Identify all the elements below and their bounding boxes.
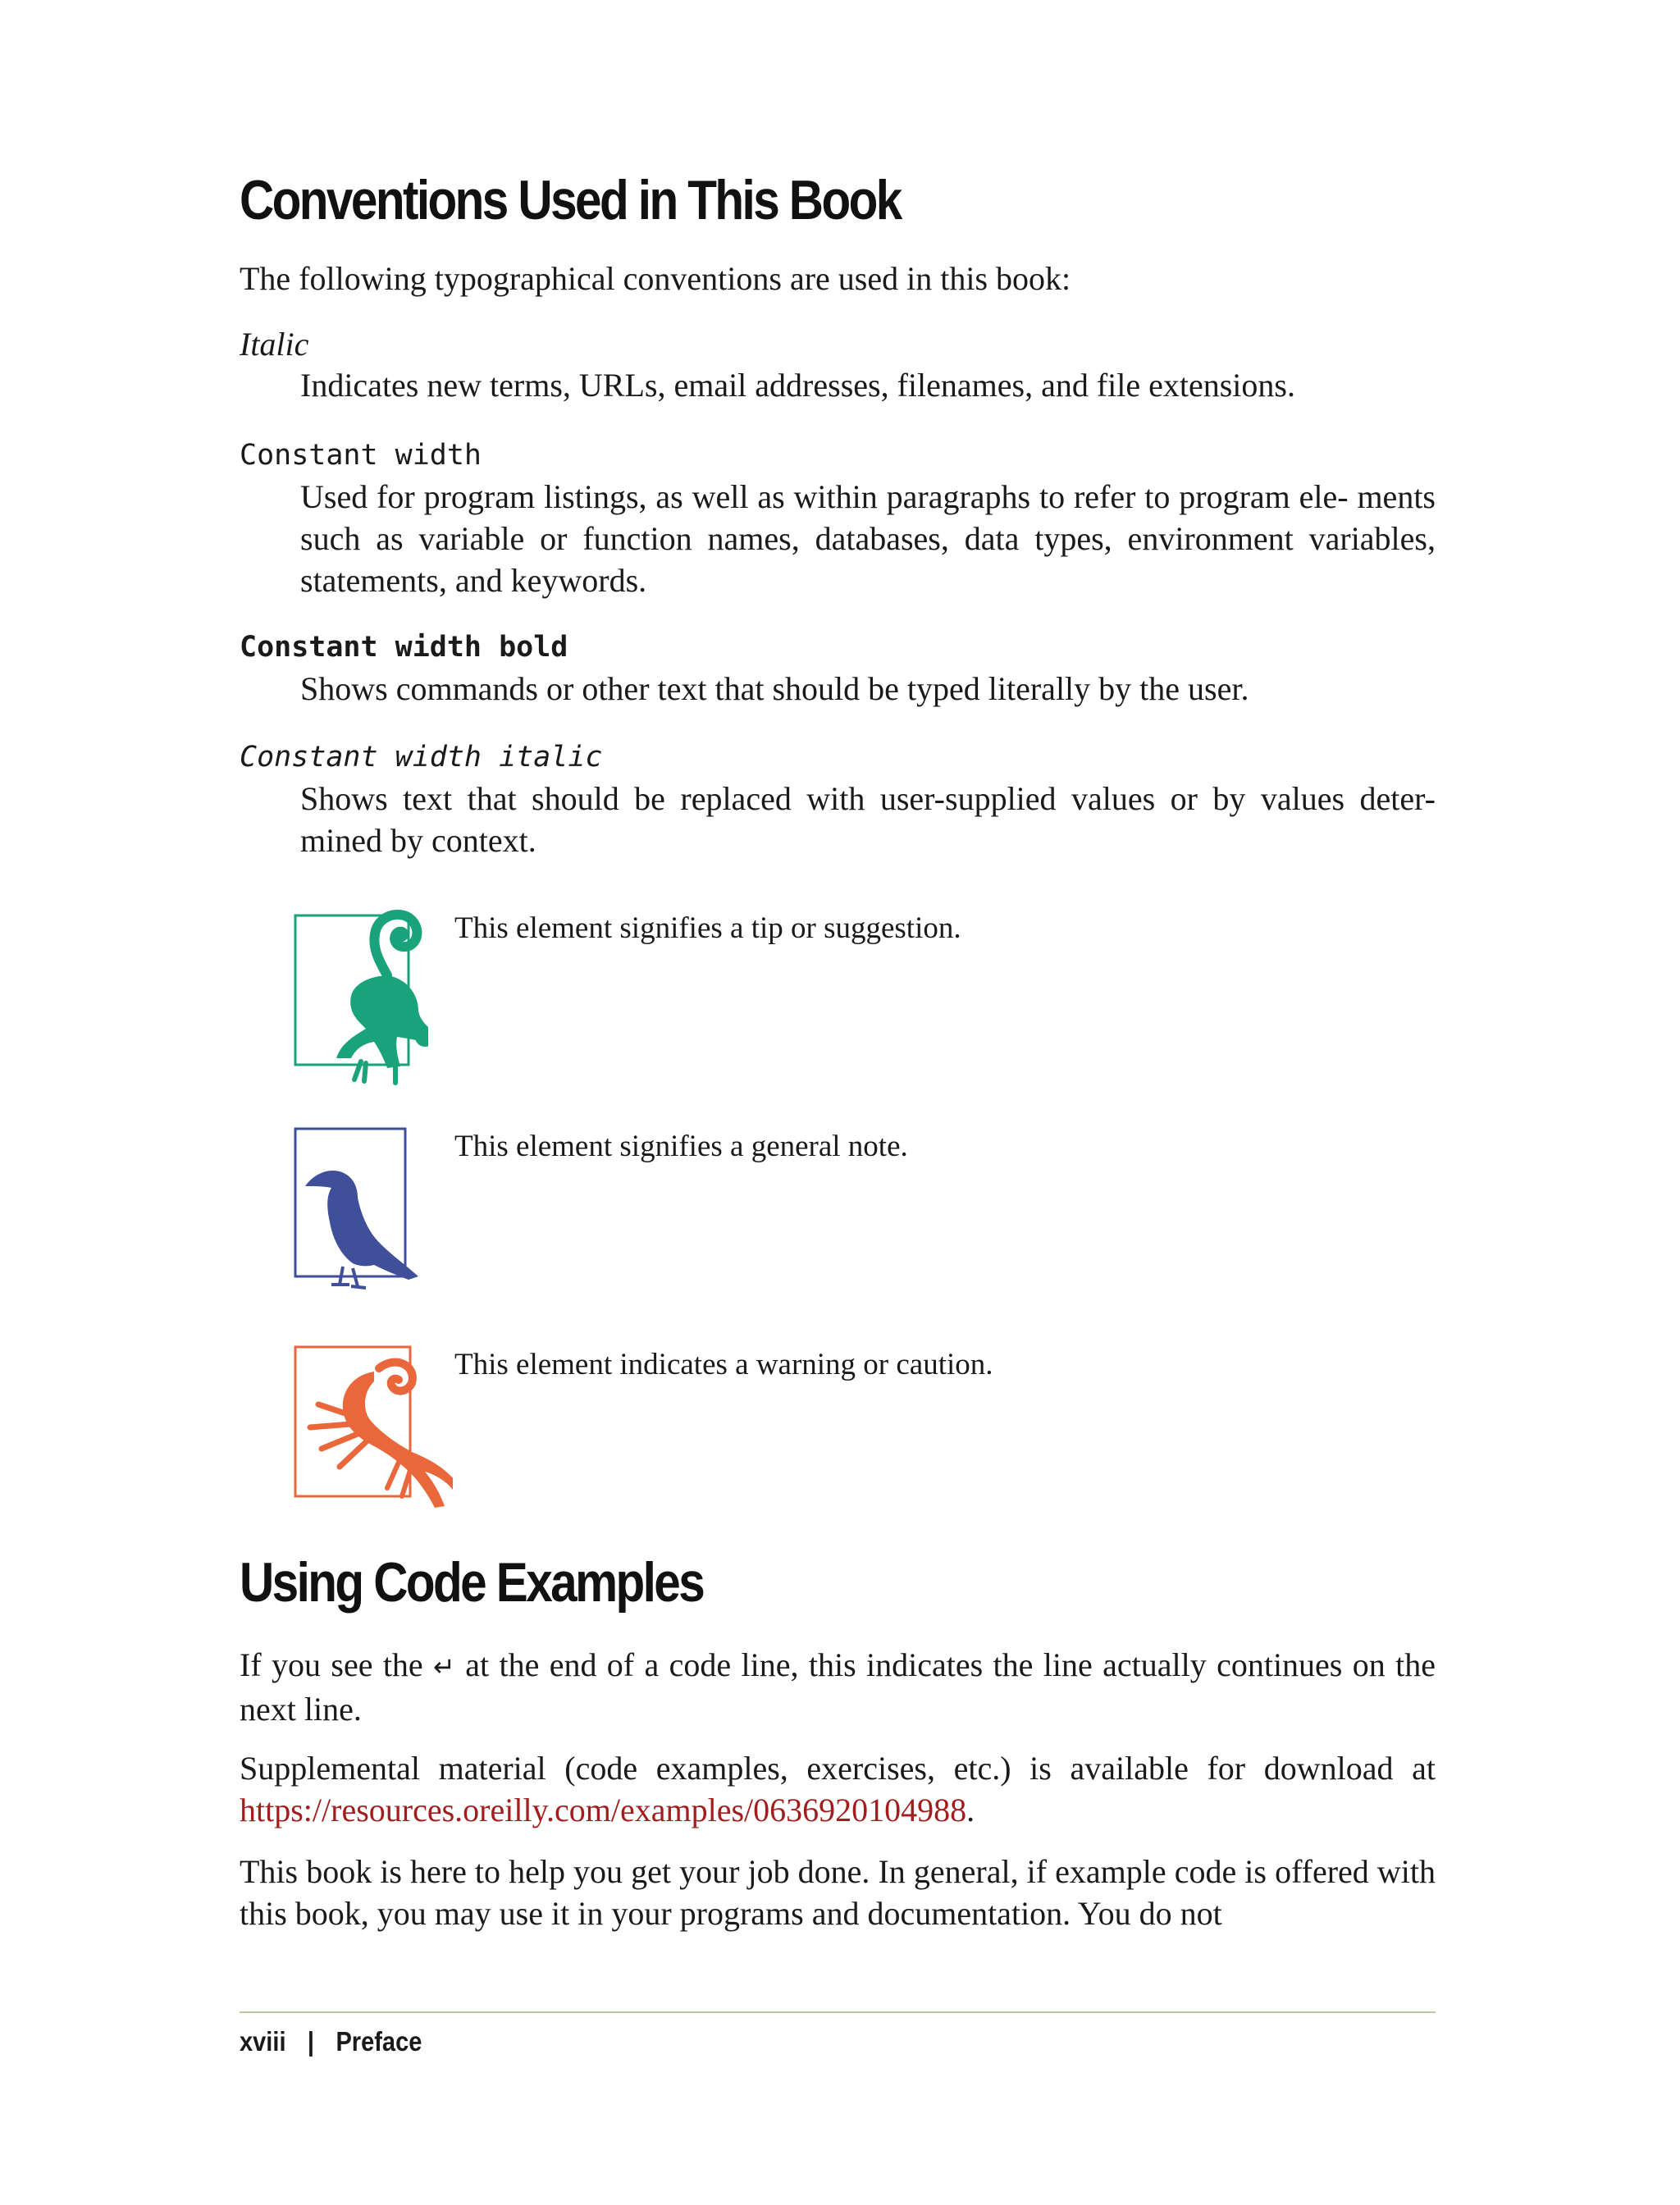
definition-constant-width-italic: Shows text that should be replaced with user-supplied values or by values deter- mined by context. xyxy=(300,780,1436,859)
paragraph-supplemental xyxy=(240,1747,1436,1831)
paragraph-help: This book is here to help you get your job done. In general, if example code is offered with this book, you may use it in your programs and documentation. You do not xyxy=(240,1853,1436,1932)
section-heading-code-examples: Using Code Examples xyxy=(240,1551,704,1614)
footer-section-name: Preface xyxy=(336,2026,422,2057)
callout-note-text: This element signifies a general note. xyxy=(454,1130,908,1163)
examples-download-link[interactable]: https://resources.oreilly.com/examples/0636920104988 xyxy=(240,1792,967,1828)
term-italic: Italic xyxy=(240,326,309,363)
supplemental-text: Supplemental material (code examples, exercises, etc.) is available for download at xyxy=(240,1750,1436,1787)
page-number: xviii xyxy=(240,2026,286,2057)
crow-icon xyxy=(272,1116,428,1300)
line-continuation-symbol: ↵ xyxy=(433,1651,455,1682)
lemur-icon xyxy=(272,897,428,1090)
paragraph-line-continuation xyxy=(240,1644,1436,1730)
definition-italic: Indicates new terms, URLs, email addresses, filenames, and file extensions. xyxy=(300,367,1295,404)
footer-separator: | xyxy=(307,2026,315,2057)
conventions-intro: The following typographical conventions are used in this book: xyxy=(240,260,1071,297)
scorpion-icon xyxy=(272,1335,453,1528)
paragraph-text-end: at the end of a code line, this indicates the line actually continues on the next line. xyxy=(240,1646,1436,1728)
definition-constant-width: Used for program listings, as well as within paragraphs to refer to program ele- ments such as variable or function names, databases, data types, environment variables, statements, and keywords. xyxy=(300,478,1436,599)
page-footer xyxy=(240,2026,422,2057)
section-heading-conventions: Conventions Used in This Book xyxy=(240,169,901,231)
term-constant-width-italic: Constant width italic xyxy=(240,741,603,774)
footer-rule xyxy=(240,2011,1436,2013)
term-constant-width-bold: Constant width bold xyxy=(240,631,568,664)
definition-constant-width-bold: Shows commands or other text that should be typed literally by the user. xyxy=(300,670,1249,707)
supplemental-period: . xyxy=(966,1792,975,1828)
callout-tip-text: This element signifies a tip or suggestion. xyxy=(454,911,961,945)
term-constant-width: Constant width xyxy=(240,439,482,472)
callout-warning-text: This element indicates a warning or caution. xyxy=(454,1348,993,1381)
paragraph-text-start: If you see the xyxy=(240,1646,434,1683)
